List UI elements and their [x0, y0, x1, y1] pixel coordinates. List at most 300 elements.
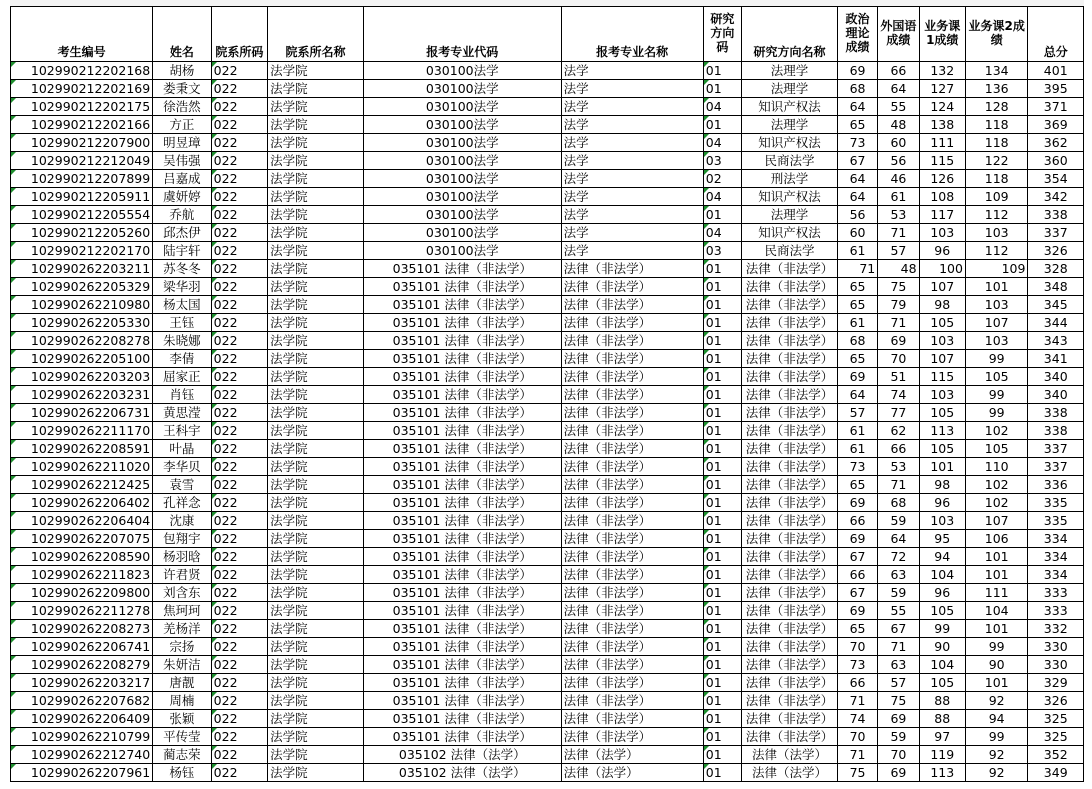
cell-dept-code[interactable]: 022: [211, 764, 267, 782]
cell-name[interactable]: 平传莹: [153, 728, 211, 746]
cell-course2[interactable]: 102: [965, 476, 1028, 494]
cell-direction-code[interactable]: 01: [703, 746, 741, 764]
cell-major-name[interactable]: 法律（非法学）: [561, 404, 703, 422]
cell-dept-code[interactable]: 022: [211, 728, 267, 746]
cell-total[interactable]: 337: [1028, 224, 1084, 242]
cell-foreign-language[interactable]: 59: [878, 728, 919, 746]
cell-exam-id[interactable]: 102990262206409: [11, 710, 153, 728]
cell-dept-name[interactable]: 法学院: [268, 170, 364, 188]
cell-course1[interactable]: 95: [919, 530, 965, 548]
cell-course2[interactable]: 136: [965, 80, 1028, 98]
cell-foreign-language[interactable]: 53: [878, 206, 919, 224]
cell-major-code[interactable]: 035101 法律（非法学）: [363, 530, 561, 548]
cell-direction-name[interactable]: 法律（非法学）: [742, 674, 838, 692]
cell-major-name[interactable]: 法学: [561, 224, 703, 242]
cell-major-code[interactable]: 035101 法律（非法学）: [363, 728, 561, 746]
cell-course2[interactable]: 118: [965, 116, 1028, 134]
cell-major-name[interactable]: 法律（非法学）: [561, 296, 703, 314]
cell-politics[interactable]: 65: [837, 116, 877, 134]
cell-name[interactable]: 朱妍洁: [153, 656, 211, 674]
cell-exam-id[interactable]: 102990212207900: [11, 134, 153, 152]
cell-exam-id[interactable]: 102990262210799: [11, 728, 153, 746]
cell-major-code[interactable]: 035101 法律（非法学）: [363, 494, 561, 512]
cell-dept-name[interactable]: 法学院: [268, 710, 364, 728]
cell-major-code[interactable]: 035101 法律（非法学）: [363, 260, 561, 278]
cell-major-name[interactable]: 法学: [561, 80, 703, 98]
cell-name[interactable]: 黄思滢: [153, 404, 211, 422]
cell-major-name[interactable]: 法律（非法学）: [561, 548, 703, 566]
cell-name[interactable]: 吕嘉成: [153, 170, 211, 188]
cell-exam-id[interactable]: 102990262212425: [11, 476, 153, 494]
cell-course2[interactable]: 105: [965, 368, 1028, 386]
cell-name[interactable]: 许君贤: [153, 566, 211, 584]
cell-direction-name[interactable]: 法律（非法学）: [742, 476, 838, 494]
header-name[interactable]: 姓名: [153, 7, 211, 62]
cell-name[interactable]: 唐靓: [153, 674, 211, 692]
cell-direction-name[interactable]: 法律（非法学）: [742, 296, 838, 314]
cell-direction-name[interactable]: 法律（非法学）: [742, 656, 838, 674]
cell-total[interactable]: 334: [1028, 548, 1084, 566]
cell-course2[interactable]: 99: [965, 386, 1028, 404]
cell-direction-code[interactable]: 04: [703, 98, 741, 116]
cell-course2[interactable]: 101: [965, 278, 1028, 296]
cell-dept-name[interactable]: 法学院: [268, 404, 364, 422]
cell-foreign-language[interactable]: 77: [878, 404, 919, 422]
cell-course2[interactable]: 105: [965, 440, 1028, 458]
cell-course1[interactable]: 105: [919, 314, 965, 332]
cell-politics[interactable]: 70: [837, 638, 877, 656]
cell-foreign-language[interactable]: 75: [878, 692, 919, 710]
cell-exam-id[interactable]: 102990262206741: [11, 638, 153, 656]
cell-direction-name[interactable]: 知识产权法: [742, 224, 838, 242]
cell-course2[interactable]: 99: [965, 638, 1028, 656]
cell-dept-name[interactable]: 法学院: [268, 530, 364, 548]
cell-politics[interactable]: 65: [837, 476, 877, 494]
cell-course1[interactable]: 104: [919, 656, 965, 674]
cell-dept-code[interactable]: 022: [211, 440, 267, 458]
cell-dept-name[interactable]: 法学院: [268, 80, 364, 98]
cell-dept-name[interactable]: 法学院: [268, 728, 364, 746]
header-dept-name[interactable]: 院系所名称: [268, 7, 364, 62]
cell-foreign-language[interactable]: 69: [878, 764, 919, 782]
cell-politics[interactable]: 65: [837, 620, 877, 638]
cell-total[interactable]: 354: [1028, 170, 1084, 188]
cell-foreign-language[interactable]: 62: [878, 422, 919, 440]
header-dept-code[interactable]: 院系所码: [211, 7, 267, 62]
cell-foreign-language[interactable]: 64: [878, 80, 919, 98]
cell-dept-code[interactable]: 022: [211, 242, 267, 260]
cell-major-name[interactable]: 法律（非法学）: [561, 278, 703, 296]
cell-dept-name[interactable]: 法学院: [268, 260, 364, 278]
cell-course1[interactable]: 101: [919, 458, 965, 476]
cell-dept-name[interactable]: 法学院: [268, 566, 364, 584]
cell-direction-name[interactable]: 知识产权法: [742, 188, 838, 206]
cell-name[interactable]: 方正: [153, 116, 211, 134]
cell-direction-name[interactable]: 法律（非法学）: [742, 710, 838, 728]
cell-course1[interactable]: 108: [919, 188, 965, 206]
cell-direction-code[interactable]: 04: [703, 224, 741, 242]
cell-exam-id[interactable]: 102990262205330: [11, 314, 153, 332]
cell-course2[interactable]: 90: [965, 656, 1028, 674]
cell-total[interactable]: 326: [1028, 692, 1084, 710]
header-total[interactable]: 总分: [1028, 7, 1084, 62]
cell-major-code[interactable]: 035101 法律（非法学）: [363, 620, 561, 638]
cell-major-code[interactable]: 035101 法律（非法学）: [363, 710, 561, 728]
cell-direction-name[interactable]: 法律（非法学）: [742, 386, 838, 404]
cell-foreign-language[interactable]: 59: [878, 584, 919, 602]
cell-dept-name[interactable]: 法学院: [268, 602, 364, 620]
cell-major-code[interactable]: 030100法学: [363, 224, 561, 242]
cell-politics[interactable]: 69: [837, 494, 877, 512]
cell-foreign-language[interactable]: 57: [878, 242, 919, 260]
cell-politics[interactable]: 60: [837, 224, 877, 242]
cell-name[interactable]: 沈康: [153, 512, 211, 530]
cell-exam-id[interactable]: 102990262205329: [11, 278, 153, 296]
cell-major-code[interactable]: 035102 法律（法学）: [363, 746, 561, 764]
cell-major-name[interactable]: 法学: [561, 98, 703, 116]
cell-course2[interactable]: 101: [965, 620, 1028, 638]
cell-exam-id[interactable]: 102990262203211: [11, 260, 153, 278]
cell-major-code[interactable]: 035101 法律（非法学）: [363, 476, 561, 494]
cell-course1[interactable]: 115: [919, 368, 965, 386]
cell-foreign-language[interactable]: 59: [878, 512, 919, 530]
cell-foreign-language[interactable]: 48: [878, 260, 919, 278]
cell-direction-code[interactable]: 01: [703, 386, 741, 404]
cell-course2[interactable]: 107: [965, 512, 1028, 530]
cell-politics[interactable]: 61: [837, 422, 877, 440]
cell-exam-id[interactable]: 102990262211823: [11, 566, 153, 584]
cell-exam-id[interactable]: 102990262208279: [11, 656, 153, 674]
cell-course1[interactable]: 105: [919, 404, 965, 422]
cell-direction-name[interactable]: 法律（非法学）: [742, 260, 838, 278]
cell-major-name[interactable]: 法学: [561, 206, 703, 224]
cell-politics[interactable]: 73: [837, 458, 877, 476]
cell-direction-code[interactable]: 01: [703, 206, 741, 224]
cell-major-name[interactable]: 法律（法学）: [561, 746, 703, 764]
cell-major-code[interactable]: 035101 法律（非法学）: [363, 314, 561, 332]
cell-course1[interactable]: 103: [919, 224, 965, 242]
cell-politics[interactable]: 65: [837, 350, 877, 368]
cell-exam-id[interactable]: 102990212212049: [11, 152, 153, 170]
cell-exam-id[interactable]: 102990262209800: [11, 584, 153, 602]
cell-major-name[interactable]: 法学: [561, 152, 703, 170]
cell-direction-code[interactable]: 01: [703, 278, 741, 296]
cell-dept-name[interactable]: 法学院: [268, 332, 364, 350]
cell-course2[interactable]: 134: [965, 62, 1028, 80]
cell-dept-code[interactable]: 022: [211, 350, 267, 368]
cell-direction-name[interactable]: 法律（法学）: [742, 764, 838, 782]
cell-total[interactable]: 333: [1028, 602, 1084, 620]
cell-politics[interactable]: 61: [837, 440, 877, 458]
cell-foreign-language[interactable]: 66: [878, 62, 919, 80]
cell-exam-id[interactable]: 102990212202170: [11, 242, 153, 260]
cell-politics[interactable]: 75: [837, 764, 877, 782]
cell-direction-name[interactable]: 法律（非法学）: [742, 404, 838, 422]
cell-exam-id[interactable]: 102990262208278: [11, 332, 153, 350]
cell-major-code[interactable]: 035101 法律（非法学）: [363, 656, 561, 674]
cell-major-name[interactable]: 法律（非法学）: [561, 458, 703, 476]
cell-name[interactable]: 包翔宇: [153, 530, 211, 548]
cell-name[interactable]: 肖钰: [153, 386, 211, 404]
cell-major-name[interactable]: 法律（非法学）: [561, 350, 703, 368]
cell-dept-name[interactable]: 法学院: [268, 746, 364, 764]
cell-major-code[interactable]: 035101 法律（非法学）: [363, 368, 561, 386]
cell-dept-code[interactable]: 022: [211, 134, 267, 152]
cell-dept-code[interactable]: 022: [211, 710, 267, 728]
cell-course1[interactable]: 111: [919, 134, 965, 152]
cell-dept-name[interactable]: 法学院: [268, 368, 364, 386]
cell-politics[interactable]: 71: [837, 260, 877, 278]
cell-exam-id[interactable]: 102990212202168: [11, 62, 153, 80]
cell-major-name[interactable]: 法律（非法学）: [561, 512, 703, 530]
cell-major-code[interactable]: 035101 法律（非法学）: [363, 404, 561, 422]
cell-course1[interactable]: 94: [919, 548, 965, 566]
cell-major-code[interactable]: 030100法学: [363, 134, 561, 152]
cell-foreign-language[interactable]: 63: [878, 656, 919, 674]
cell-exam-id[interactable]: 102990262211170: [11, 422, 153, 440]
cell-exam-id[interactable]: 102990212205260: [11, 224, 153, 242]
cell-dept-code[interactable]: 022: [211, 602, 267, 620]
cell-name[interactable]: 娄秉文: [153, 80, 211, 98]
header-major-name[interactable]: 报考专业名称: [561, 7, 703, 62]
cell-course2[interactable]: 104: [965, 602, 1028, 620]
cell-politics[interactable]: 71: [837, 746, 877, 764]
cell-course1[interactable]: 105: [919, 674, 965, 692]
cell-total[interactable]: 335: [1028, 512, 1084, 530]
cell-course1[interactable]: 124: [919, 98, 965, 116]
cell-total[interactable]: 330: [1028, 638, 1084, 656]
cell-total[interactable]: 336: [1028, 476, 1084, 494]
cell-name[interactable]: 陆宇轩: [153, 242, 211, 260]
cell-name[interactable]: 蔺志荣: [153, 746, 211, 764]
header-course1[interactable]: 业务课1成绩: [919, 7, 965, 62]
cell-exam-id[interactable]: 102990262211020: [11, 458, 153, 476]
cell-politics[interactable]: 64: [837, 170, 877, 188]
cell-name[interactable]: 胡杨: [153, 62, 211, 80]
cell-major-name[interactable]: 法律（非法学）: [561, 602, 703, 620]
cell-politics[interactable]: 73: [837, 134, 877, 152]
cell-politics[interactable]: 68: [837, 332, 877, 350]
cell-dept-code[interactable]: 022: [211, 170, 267, 188]
cell-direction-code[interactable]: 04: [703, 188, 741, 206]
cell-course2[interactable]: 128: [965, 98, 1028, 116]
cell-total[interactable]: 341: [1028, 350, 1084, 368]
cell-dept-code[interactable]: 022: [211, 692, 267, 710]
cell-total[interactable]: 395: [1028, 80, 1084, 98]
cell-direction-name[interactable]: 法律（法学）: [742, 746, 838, 764]
cell-dept-name[interactable]: 法学院: [268, 512, 364, 530]
cell-politics[interactable]: 69: [837, 62, 877, 80]
cell-direction-name[interactable]: 刑法学: [742, 170, 838, 188]
cell-major-code[interactable]: 035101 法律（非法学）: [363, 278, 561, 296]
cell-direction-code[interactable]: 04: [703, 134, 741, 152]
cell-direction-name[interactable]: 法律（非法学）: [742, 692, 838, 710]
cell-course1[interactable]: 96: [919, 584, 965, 602]
cell-direction-code[interactable]: 01: [703, 638, 741, 656]
cell-course2[interactable]: 92: [965, 746, 1028, 764]
cell-name[interactable]: 袁雪: [153, 476, 211, 494]
cell-course2[interactable]: 109: [965, 188, 1028, 206]
cell-dept-code[interactable]: 022: [211, 638, 267, 656]
cell-direction-code[interactable]: 01: [703, 584, 741, 602]
cell-direction-code[interactable]: 01: [703, 710, 741, 728]
cell-direction-code[interactable]: 01: [703, 260, 741, 278]
cell-dept-name[interactable]: 法学院: [268, 62, 364, 80]
cell-dept-name[interactable]: 法学院: [268, 548, 364, 566]
cell-course2[interactable]: 103: [965, 332, 1028, 350]
cell-foreign-language[interactable]: 60: [878, 134, 919, 152]
cell-name[interactable]: 周楠: [153, 692, 211, 710]
cell-dept-code[interactable]: 022: [211, 746, 267, 764]
cell-total[interactable]: 337: [1028, 440, 1084, 458]
cell-major-code[interactable]: 035101 法律（非法学）: [363, 422, 561, 440]
cell-major-name[interactable]: 法律（非法学）: [561, 728, 703, 746]
cell-dept-code[interactable]: 022: [211, 476, 267, 494]
cell-course1[interactable]: 138: [919, 116, 965, 134]
cell-dept-name[interactable]: 法学院: [268, 278, 364, 296]
cell-course2[interactable]: 112: [965, 242, 1028, 260]
cell-course1[interactable]: 105: [919, 440, 965, 458]
cell-exam-id[interactable]: 102990212202166: [11, 116, 153, 134]
cell-name[interactable]: 徐浩然: [153, 98, 211, 116]
cell-politics[interactable]: 69: [837, 602, 877, 620]
cell-name[interactable]: 李倩: [153, 350, 211, 368]
cell-course2[interactable]: 111: [965, 584, 1028, 602]
cell-course2[interactable]: 101: [965, 674, 1028, 692]
cell-direction-name[interactable]: 法理学: [742, 206, 838, 224]
cell-dept-code[interactable]: 022: [211, 260, 267, 278]
cell-dept-code[interactable]: 022: [211, 656, 267, 674]
cell-course2[interactable]: 102: [965, 422, 1028, 440]
cell-politics[interactable]: 70: [837, 728, 877, 746]
cell-dept-name[interactable]: 法学院: [268, 692, 364, 710]
header-foreign-language[interactable]: 外国语成绩: [878, 7, 919, 62]
cell-politics[interactable]: 68: [837, 80, 877, 98]
cell-politics[interactable]: 66: [837, 674, 877, 692]
cell-exam-id[interactable]: 102990262207075: [11, 530, 153, 548]
cell-dept-code[interactable]: 022: [211, 620, 267, 638]
cell-direction-code[interactable]: 01: [703, 512, 741, 530]
cell-total[interactable]: 401: [1028, 62, 1084, 80]
cell-major-name[interactable]: 法律（非法学）: [561, 656, 703, 674]
cell-direction-name[interactable]: 法律（非法学）: [742, 530, 838, 548]
cell-dept-code[interactable]: 022: [211, 584, 267, 602]
cell-major-code[interactable]: 030100法学: [363, 206, 561, 224]
cell-exam-id[interactable]: 102990212205911: [11, 188, 153, 206]
cell-direction-code[interactable]: 01: [703, 116, 741, 134]
cell-direction-name[interactable]: 法律（非法学）: [742, 332, 838, 350]
cell-name[interactable]: 王科宇: [153, 422, 211, 440]
cell-foreign-language[interactable]: 67: [878, 620, 919, 638]
cell-direction-code[interactable]: 01: [703, 458, 741, 476]
cell-major-code[interactable]: 035101 法律（非法学）: [363, 350, 561, 368]
cell-direction-code[interactable]: 01: [703, 566, 741, 584]
cell-dept-code[interactable]: 022: [211, 152, 267, 170]
cell-major-name[interactable]: 法律（非法学）: [561, 314, 703, 332]
cell-politics[interactable]: 71: [837, 692, 877, 710]
cell-politics[interactable]: 61: [837, 314, 877, 332]
cell-name[interactable]: 宗扬: [153, 638, 211, 656]
cell-direction-code[interactable]: 01: [703, 350, 741, 368]
cell-dept-name[interactable]: 法学院: [268, 422, 364, 440]
cell-politics[interactable]: 65: [837, 296, 877, 314]
cell-total[interactable]: 349: [1028, 764, 1084, 782]
cell-total[interactable]: 348: [1028, 278, 1084, 296]
cell-name[interactable]: 叶晶: [153, 440, 211, 458]
cell-total[interactable]: 360: [1028, 152, 1084, 170]
cell-total[interactable]: 338: [1028, 404, 1084, 422]
cell-major-code[interactable]: 035101 法律（非法学）: [363, 674, 561, 692]
cell-course1[interactable]: 107: [919, 278, 965, 296]
cell-major-name[interactable]: 法律（非法学）: [561, 584, 703, 602]
cell-dept-name[interactable]: 法学院: [268, 188, 364, 206]
cell-total[interactable]: 340: [1028, 368, 1084, 386]
cell-direction-code[interactable]: 01: [703, 404, 741, 422]
cell-major-code[interactable]: 030100法学: [363, 170, 561, 188]
cell-course1[interactable]: 99: [919, 620, 965, 638]
cell-direction-name[interactable]: 民商法学: [742, 152, 838, 170]
cell-dept-code[interactable]: 022: [211, 296, 267, 314]
cell-dept-code[interactable]: 022: [211, 332, 267, 350]
cell-course1[interactable]: 107: [919, 350, 965, 368]
cell-course1[interactable]: 115: [919, 152, 965, 170]
cell-foreign-language[interactable]: 70: [878, 746, 919, 764]
cell-direction-name[interactable]: 民商法学: [742, 242, 838, 260]
cell-course2[interactable]: 101: [965, 566, 1028, 584]
cell-politics[interactable]: 64: [837, 98, 877, 116]
cell-course2[interactable]: 99: [965, 728, 1028, 746]
cell-total[interactable]: 333: [1028, 584, 1084, 602]
cell-name[interactable]: 杨太国: [153, 296, 211, 314]
cell-exam-id[interactable]: 102990212207899: [11, 170, 153, 188]
cell-name[interactable]: 张颖: [153, 710, 211, 728]
cell-direction-name[interactable]: 法律（非法学）: [742, 620, 838, 638]
cell-dept-code[interactable]: 022: [211, 278, 267, 296]
cell-major-name[interactable]: 法律（非法学）: [561, 368, 703, 386]
cell-politics[interactable]: 64: [837, 386, 877, 404]
cell-foreign-language[interactable]: 72: [878, 548, 919, 566]
header-major-code[interactable]: 报考专业代码: [363, 7, 561, 62]
cell-direction-code[interactable]: 01: [703, 530, 741, 548]
cell-major-code[interactable]: 035101 法律（非法学）: [363, 638, 561, 656]
cell-dept-code[interactable]: 022: [211, 566, 267, 584]
cell-major-name[interactable]: 法律（非法学）: [561, 440, 703, 458]
cell-direction-name[interactable]: 法律（非法学）: [742, 548, 838, 566]
cell-dept-name[interactable]: 法学院: [268, 350, 364, 368]
cell-name[interactable]: 虞妍婷: [153, 188, 211, 206]
cell-total[interactable]: 332: [1028, 620, 1084, 638]
cell-dept-name[interactable]: 法学院: [268, 134, 364, 152]
cell-direction-code[interactable]: 01: [703, 674, 741, 692]
cell-direction-name[interactable]: 法律（非法学）: [742, 602, 838, 620]
cell-major-name[interactable]: 法律（非法学）: [561, 638, 703, 656]
cell-exam-id[interactable]: 102990212202169: [11, 80, 153, 98]
cell-direction-name[interactable]: 法律（非法学）: [742, 278, 838, 296]
cell-name[interactable]: 刘含东: [153, 584, 211, 602]
cell-course1[interactable]: 96: [919, 494, 965, 512]
cell-exam-id[interactable]: 102990262203217: [11, 674, 153, 692]
cell-dept-name[interactable]: 法学院: [268, 440, 364, 458]
cell-politics[interactable]: 67: [837, 548, 877, 566]
cell-course2[interactable]: 122: [965, 152, 1028, 170]
cell-major-code[interactable]: 035101 法律（非法学）: [363, 386, 561, 404]
cell-dept-name[interactable]: 法学院: [268, 152, 364, 170]
cell-direction-code[interactable]: 01: [703, 476, 741, 494]
cell-foreign-language[interactable]: 66: [878, 440, 919, 458]
cell-dept-code[interactable]: 022: [211, 368, 267, 386]
cell-politics[interactable]: 74: [837, 710, 877, 728]
cell-name[interactable]: 屈家正: [153, 368, 211, 386]
